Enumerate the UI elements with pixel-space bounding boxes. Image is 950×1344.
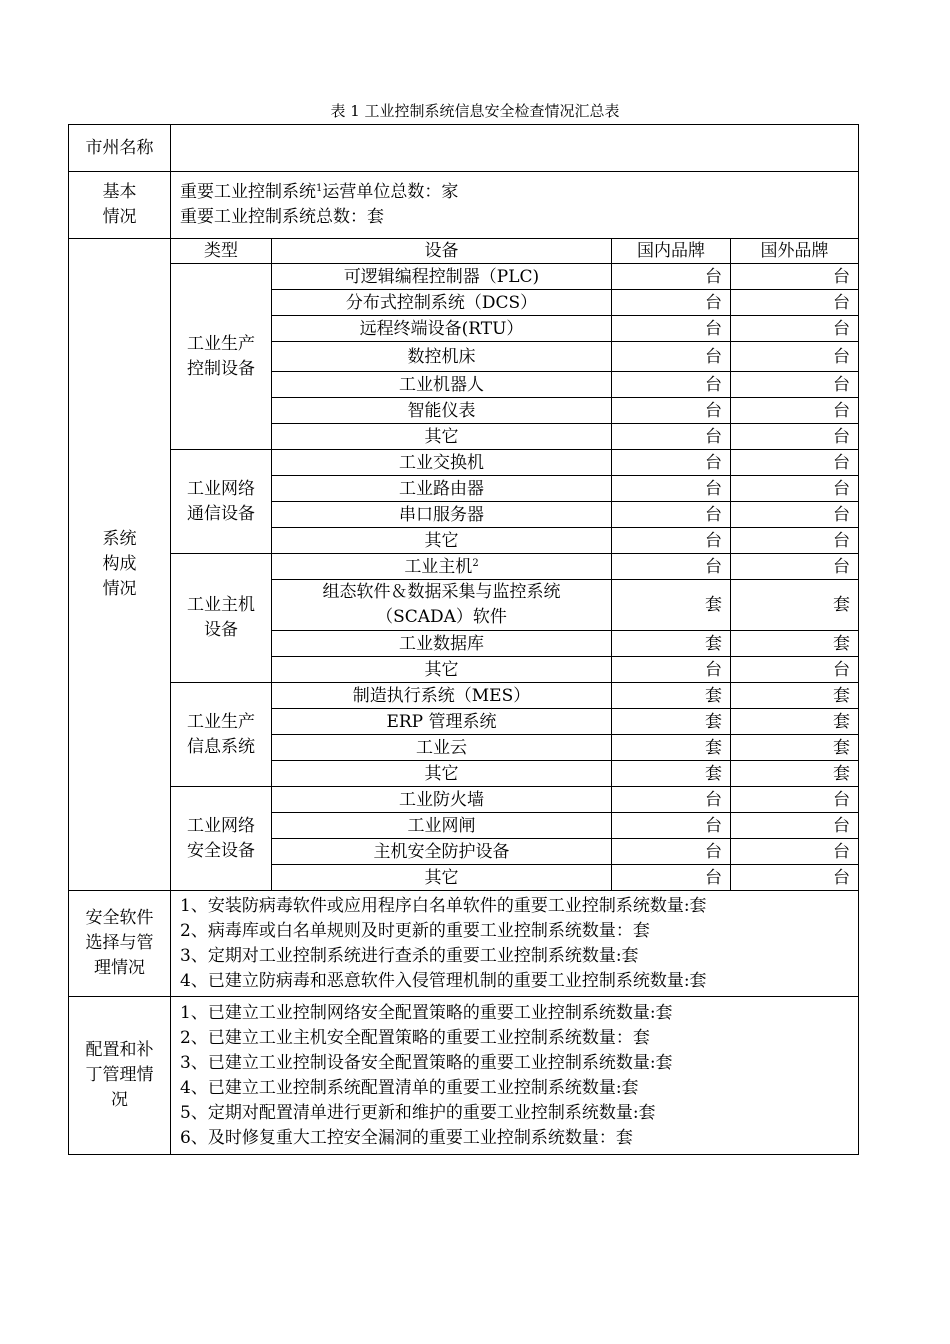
foreign-count-cell[interactable]: 台 (731, 316, 859, 342)
domestic-count-cell[interactable]: 台 (612, 290, 731, 316)
foreign-count-cell[interactable]: 套 (731, 683, 859, 709)
list-item: 1、已建立工业控制网络安全配置策略的重要工业控制系统数量:套 (180, 1002, 673, 1023)
foreign-count-cell[interactable]: 台 (731, 476, 859, 502)
list-item: 4、已建立防病毒和恶意软件入侵管理机制的重要工业控制系统数量:套 (180, 970, 707, 991)
header-foreign: 国外品牌 (731, 239, 859, 264)
table-row (69, 683, 859, 709)
list-item: 1、安装防病毒软件或应用程序白名单软件的重要工业控制系统数量:套 (180, 895, 707, 916)
header-device: 设备 (272, 239, 612, 264)
foreign-count-cell[interactable]: 套 (731, 580, 859, 631)
domestic-count-cell[interactable]: 套 (612, 580, 731, 631)
foreign-count-cell[interactable]: 台 (731, 528, 859, 554)
config-patch-row (69, 997, 859, 1155)
foreign-count-cell[interactable]: 台 (731, 372, 859, 398)
domestic-count-cell[interactable]: 台 (612, 502, 731, 528)
domestic-count-cell[interactable]: 台 (612, 865, 731, 891)
foreign-count-cell[interactable]: 台 (731, 657, 859, 683)
device-cell: 其它 (272, 865, 612, 891)
foreign-count-cell[interactable]: 台 (731, 342, 859, 372)
config-patch-label: 配置和补 丁管理情 况 (69, 997, 171, 1155)
list-item: 4、已建立工业控制系统配置清单的重要工业控制系统数量:套 (180, 1077, 639, 1098)
domestic-count-cell[interactable]: 台 (612, 839, 731, 865)
table-caption: 表 1 工业控制系统信息安全检查情况汇总表 (330, 102, 620, 120)
foreign-count-cell[interactable]: 台 (731, 502, 859, 528)
domestic-count-cell[interactable]: 套 (612, 735, 731, 761)
domestic-count-cell[interactable]: 台 (612, 424, 731, 450)
domestic-count-cell[interactable]: 台 (612, 528, 731, 554)
list-item: 3、已建立工业控制设备安全配置策略的重要工业控制系统数量:套 (180, 1052, 673, 1073)
basic-info-content (171, 172, 859, 239)
header-type: 类型 (171, 239, 272, 264)
device-cell: 工业云 (272, 735, 612, 761)
basic-line-2: 重要工业控制系统总数：套 (180, 207, 384, 227)
domestic-count-cell[interactable]: 台 (612, 787, 731, 813)
list-item: 6、及时修复重大工控安全漏洞的重要工业控制系统数量：套 (180, 1127, 633, 1148)
domestic-count-cell[interactable]: 套 (612, 631, 731, 657)
city-value-field[interactable] (171, 125, 859, 172)
foreign-count-cell[interactable]: 台 (731, 264, 859, 290)
basic-info-label (69, 172, 171, 239)
domestic-count-cell[interactable]: 台 (612, 316, 731, 342)
list-item: 2、已建立工业主机安全配置策略的重要工业控制系统数量：套 (180, 1027, 650, 1048)
system-header-row (69, 239, 859, 264)
system-composition-label: 系统 构成 情况 (69, 239, 171, 891)
security-software-row (69, 891, 859, 997)
device-cell: 分布式控制系统（DCS） (272, 290, 612, 316)
device-cell: 远程终端设备(RTU） (272, 316, 612, 342)
domestic-count-cell[interactable]: 台 (612, 813, 731, 839)
foreign-count-cell[interactable]: 台 (731, 290, 859, 316)
device-cell: 数控机床 (272, 342, 612, 372)
security-software-label: 安全软件 选择与管 理情况 (69, 891, 171, 997)
config-patch-items (171, 997, 859, 1155)
inspection-summary-table (68, 124, 859, 1155)
city-row (69, 125, 859, 172)
foreign-count-cell[interactable]: 台 (731, 865, 859, 891)
category-name: 工业生产 信息系统 (171, 683, 272, 787)
list-item: 2、病毒库或白名单规则及时更新的重要工业控制系统数量：套 (180, 920, 650, 941)
device-cell: 工业防火墙 (272, 787, 612, 813)
list-item: 5、定期对配置清单进行更新和维护的重要工业控制系统数量:套 (180, 1102, 656, 1123)
foreign-count-cell[interactable]: 台 (731, 813, 859, 839)
device-cell: 工业网闸 (272, 813, 612, 839)
domestic-count-cell[interactable]: 台 (612, 476, 731, 502)
category-name: 工业网络 通信设备 (171, 450, 272, 554)
city-label: 市州名称 (69, 125, 171, 172)
table-row (69, 450, 859, 476)
foreign-count-cell[interactable]: 台 (731, 398, 859, 424)
device-cell: 工业路由器 (272, 476, 612, 502)
list-item: 3、定期对工业控制系统进行查杀的重要工业控制系统数量:套 (180, 945, 639, 966)
foreign-count-cell[interactable]: 套 (731, 631, 859, 657)
foreign-count-cell[interactable]: 套 (731, 735, 859, 761)
domestic-count-cell[interactable]: 套 (612, 683, 731, 709)
domestic-count-cell[interactable]: 台 (612, 657, 731, 683)
basic-info-row (69, 172, 859, 239)
device-cell: 其它 (272, 761, 612, 787)
device-cell: 其它 (272, 424, 612, 450)
device-cell: 工业机器人 (272, 372, 612, 398)
foreign-count-cell[interactable]: 套 (731, 761, 859, 787)
device-cell: 智能仪表 (272, 398, 612, 424)
category-name: 工业网络 安全设备 (171, 787, 272, 891)
basic-label-line: 基本 (102, 182, 137, 202)
basic-label-line: 情况 (102, 207, 137, 227)
security-software-items (171, 891, 859, 997)
device-cell: 工业交换机 (272, 450, 612, 476)
category-name: 工业主机 设备 (171, 554, 272, 683)
domestic-count-cell[interactable]: 台 (612, 264, 731, 290)
domestic-count-cell[interactable]: 套 (612, 709, 731, 735)
device-cell: ERP 管理系统 (272, 709, 612, 735)
device-cell: 串口服务器 (272, 502, 612, 528)
device-cell: 主机安全防护设备 (272, 839, 612, 865)
foreign-count-cell[interactable]: 台 (731, 450, 859, 476)
domestic-count-cell[interactable]: 台 (612, 554, 731, 580)
table-row (69, 787, 859, 813)
device-cell: 其它 (272, 528, 612, 554)
foreign-count-cell[interactable]: 套 (731, 709, 859, 735)
foreign-count-cell[interactable]: 台 (731, 787, 859, 813)
device-cell: 其它 (272, 657, 612, 683)
domestic-count-cell[interactable]: 台 (612, 398, 731, 424)
basic-line-1: 重要工业控制系统$^1$运营单位总数：家 (180, 182, 459, 202)
foreign-count-cell[interactable]: 台 (731, 554, 859, 580)
domestic-count-cell[interactable]: 台 (612, 372, 731, 398)
table-row (69, 554, 859, 580)
domestic-count-cell[interactable]: 台 (612, 342, 731, 372)
device-cell: 工业数据库 (272, 631, 612, 657)
header-domestic: 国内品牌 (612, 239, 731, 264)
category-name: 工业生产 控制设备 (171, 264, 272, 450)
domestic-count-cell[interactable]: 台 (612, 450, 731, 476)
device-cell: 制造执行系统（MES） (272, 683, 612, 709)
table-row (69, 264, 859, 290)
foreign-count-cell[interactable]: 台 (731, 839, 859, 865)
device-cell: 组态软件＆数据采集与监控系统 （SCADA）软件 (272, 580, 612, 631)
domestic-count-cell[interactable]: 套 (612, 761, 731, 787)
device-cell: 工业主机$^2$ (272, 554, 612, 580)
foreign-count-cell[interactable]: 台 (731, 424, 859, 450)
device-cell: 可逻辑编程控制器（PLC) (272, 264, 612, 290)
